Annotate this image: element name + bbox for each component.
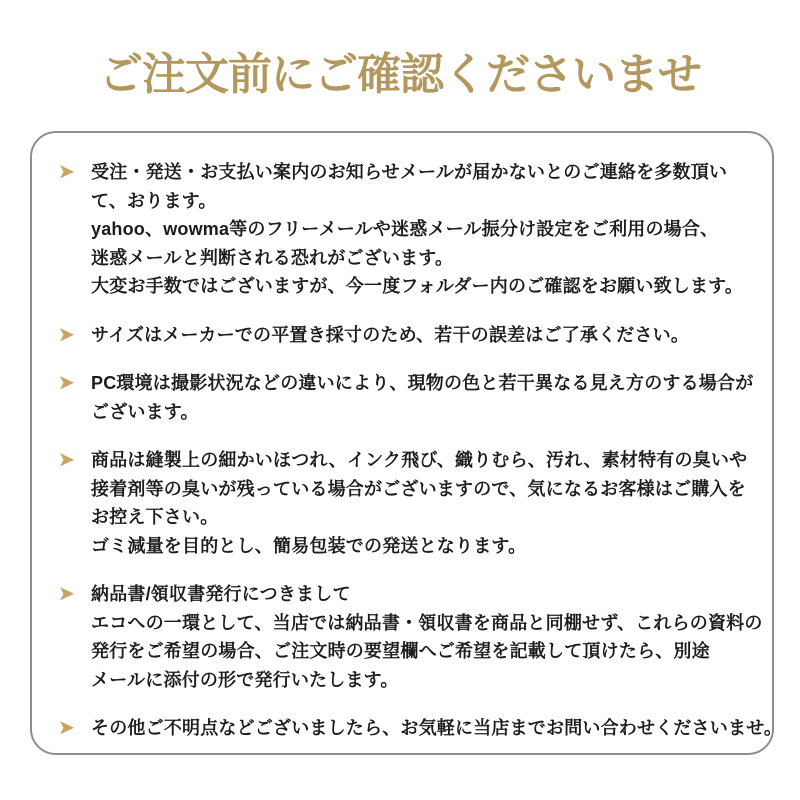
notice-text bbox=[91, 714, 782, 743]
arrow-bullet-icon: ➤ bbox=[58, 372, 75, 394]
notice-text-line: メールに添付の形で発行いたします。 bbox=[91, 669, 399, 690]
arrow-bullet-icon: ➤ bbox=[58, 323, 75, 346]
notice-text-line: その他ご不明点などございましたら、お気軽に当店までお問い合わせくださいませ。 bbox=[91, 718, 783, 738]
notice-item bbox=[58, 369, 756, 426]
notice-text bbox=[91, 446, 756, 560]
notice-item bbox=[58, 446, 756, 560]
notice-text bbox=[91, 158, 756, 301]
notice-list bbox=[58, 158, 783, 743]
notice-text bbox=[91, 580, 763, 694]
notice-item bbox=[58, 580, 763, 694]
notice-text-line: ございます。 bbox=[91, 401, 199, 422]
notice-item bbox=[58, 321, 756, 350]
notice-text bbox=[91, 321, 756, 350]
arrow-bullet-icon: ➤ bbox=[58, 161, 75, 183]
notice-item bbox=[58, 714, 783, 743]
notice-text-line: 接着剤等の臭いが残っている場合がございますので、気になるお客様はご購入を bbox=[91, 478, 746, 499]
notice-text-line: 納品書/領収書発行につきまして bbox=[91, 584, 351, 604]
notice-text-line: お控え下さい。 bbox=[91, 507, 219, 527]
notice-text-line: PC環境は撮影状況などの違いにより、現物の色と若干異なる見え方のする場合が bbox=[91, 373, 754, 393]
notice-text-line: サイズはメーカーでの平置き採寸のため、若干の誤差はご了承ください。 bbox=[91, 324, 690, 345]
notice-text-line: 受注・発送・お支払い案内のお知らせメールが届かないとのご連絡を多数頂い bbox=[91, 162, 728, 182]
arrow-bullet-icon: ➤ bbox=[58, 583, 75, 605]
notice-text-line: て、おります。 bbox=[91, 190, 217, 211]
notice-text-line: ゴミ減量を目的とし、簡易包装での発送となります。 bbox=[91, 535, 527, 556]
arrow-bullet-icon: ➤ bbox=[58, 449, 75, 471]
notice-text-line: エコへの一環として、当店では納品書・領収書を商品と同棚せず、これらの資料の bbox=[91, 612, 763, 633]
notice-text-line: 大変お手数ではございますが、今一度フォルダー内のご確認をお願い致します。 bbox=[91, 276, 744, 296]
notice-text-line: 発行をご希望の場合、ご注文時の要望欄へご希望を記載して頂けたら、別途 bbox=[91, 641, 710, 661]
page-title: ご注文前にご確認くださいませ bbox=[99, 50, 701, 99]
notice-text-line: 迷惑メールと判断される恐れがございます。 bbox=[91, 247, 454, 268]
notice-box bbox=[30, 131, 783, 755]
notice-text-line: 商品は縫製上の細かいほつれ、インク飛び、織りむら、汚れ、素材特有の臭いや bbox=[91, 450, 748, 470]
notice-item bbox=[58, 158, 756, 301]
notice-text-line: yahoo、wowma等のフリーメールや迷惑メール振分け設定をご利用の場合、 bbox=[91, 219, 719, 239]
arrow-bullet-icon: ➤ bbox=[58, 717, 75, 739]
notice-text bbox=[91, 369, 756, 426]
